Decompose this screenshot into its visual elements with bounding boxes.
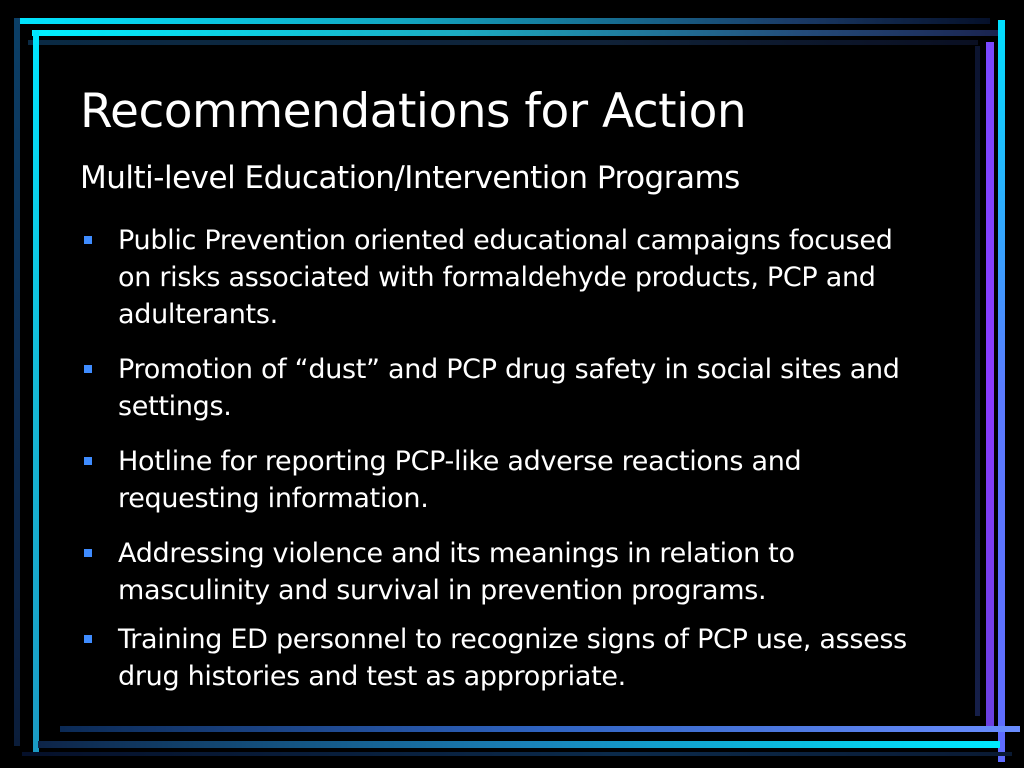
frame-bar-top-inner xyxy=(28,40,978,45)
slide-title: Recommendations for Action xyxy=(80,84,747,139)
frame-bar-bottom-cyan xyxy=(38,741,1000,748)
bullet-item xyxy=(80,351,930,425)
square-bullet-icon xyxy=(84,457,92,465)
square-bullet-icon xyxy=(84,236,92,244)
frame-bar-right-inner xyxy=(975,46,980,716)
bullet-text: Promotion of “dust” and PCP drug safety in social sites and settings. xyxy=(118,354,900,422)
square-bullet-icon xyxy=(84,365,92,373)
frame-bar-top-cyan xyxy=(32,30,998,36)
frame-bar-bottom-blue xyxy=(60,726,1020,732)
bullet-item xyxy=(80,535,930,609)
bullet-list xyxy=(80,222,930,695)
bullet-item xyxy=(80,621,930,695)
bullet-text: Hotline for reporting PCP-like adverse reactions and requesting information. xyxy=(118,446,802,514)
frame-bar-right-purple xyxy=(986,42,994,732)
frame-bar-top-outer xyxy=(14,18,990,24)
frame-bar-left-outer xyxy=(14,18,20,746)
bullet-text: Addressing violence and its meanings in relation to masculinity and survival in prevention programs. xyxy=(118,538,795,606)
slide-subtitle: Multi-level Education/Intervention Programs xyxy=(80,160,740,196)
bullet-text: Training ED personnel to recognize signs of PCP use, assess drug histories and test as appropriate. xyxy=(118,624,907,692)
bullet-item xyxy=(80,443,930,517)
bullet-text: Public Prevention oriented educational campaigns focused on risks associated with formaldehyde products, PCP and adulterants. xyxy=(118,225,893,330)
frame-bar-right-blue xyxy=(998,20,1005,762)
square-bullet-icon xyxy=(84,549,92,557)
frame-bar-left-cyan xyxy=(33,30,39,752)
frame-bar-bottom-outer xyxy=(22,752,1012,756)
bullet-item xyxy=(80,222,930,333)
square-bullet-icon xyxy=(84,635,92,643)
